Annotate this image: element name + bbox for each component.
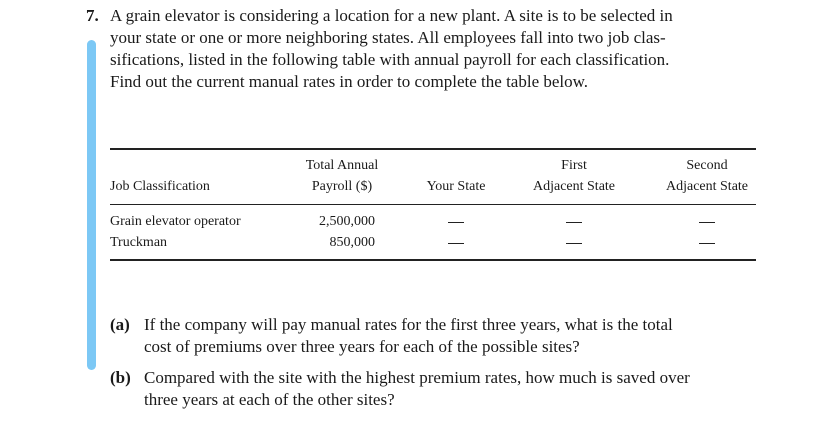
table-row-1-job: Grain elevator operator: [110, 214, 241, 229]
blue-highlight-mark: [87, 40, 96, 370]
question-b: [110, 367, 770, 411]
table-row-1-second-adjacent-blank: [699, 222, 715, 223]
question-a: [110, 314, 770, 358]
problem-statement: [110, 5, 760, 93]
table-row-2-your-state-blank: [448, 243, 464, 244]
table-row-2-second-adjacent-blank: [699, 243, 715, 244]
table-header-rule: [110, 204, 756, 205]
problem-line: Find out the current manual rates in order to complete the table below.: [110, 72, 589, 91]
question-a-line: cost of premiums over three years for each of the possible sites?: [144, 337, 580, 356]
problem-line: A grain elevator is considering a location for a new plant. A site is to be selected in: [110, 6, 673, 25]
header-first-adjacent-state: First Adjacent State: [532, 158, 616, 194]
header-total-annual-payroll: Total Annual Payroll ($): [305, 158, 379, 194]
problem-line: your state or one or more neighboring states. All employees fall into two job clas-: [110, 28, 666, 47]
table-row-1-your-state-blank: [448, 222, 464, 223]
question-b-line: Compared with the site with the highest premium rates, how much is saved over: [144, 368, 690, 387]
question-a-line: If the company will pay manual rates for the first three years, what is the total: [144, 315, 673, 334]
table-row-2-first-adjacent-blank: [566, 243, 582, 244]
problem-number: 7.: [86, 6, 99, 25]
table-row-1-payroll: 2,500,000: [319, 214, 375, 229]
header-your-state: Your State: [426, 179, 486, 194]
question-b-line: three years at each of the other sites?: [144, 390, 395, 409]
table-row-2-job: Truckman: [110, 235, 168, 250]
table-row-2-payroll: 850,000: [329, 235, 375, 250]
header-second-adjacent-state: Second Adjacent State: [665, 158, 749, 194]
header-job-classification: Job Classification: [110, 179, 210, 194]
question-a-label: (a): [110, 315, 130, 334]
table-row-1-first-adjacent-blank: [566, 222, 582, 223]
table-top-rule: [110, 148, 756, 150]
problem-line: sifications, listed in the following table with annual payroll for each classification.: [110, 50, 670, 69]
table-bottom-rule: [110, 259, 756, 261]
question-b-label: (b): [110, 368, 131, 387]
